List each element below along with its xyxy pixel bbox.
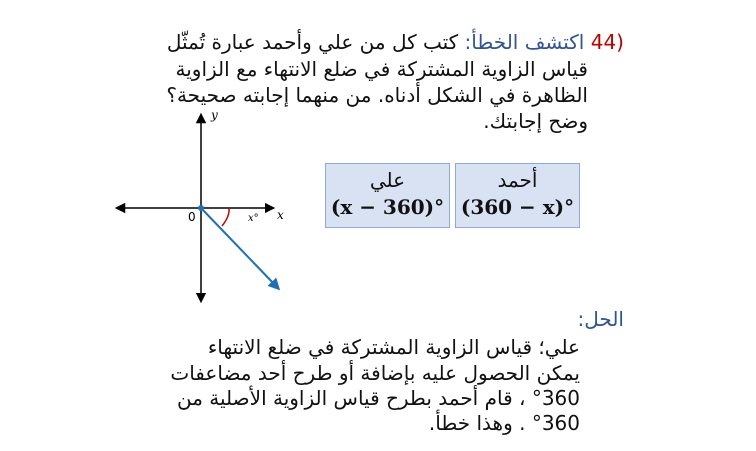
coordinate-graph — [110, 108, 300, 306]
question-line-3: الظاهرة في الشكل أدناه. من منهما إجابته صحيحة؟ — [166, 83, 588, 107]
answer-expr-ali: (x − 360)° — [330, 195, 445, 219]
angle-arc — [222, 208, 229, 226]
solution-line-3: °360 ، قام أحمد بطرح قياس الزاوية الأصلية من — [177, 386, 580, 410]
terminal-ray — [201, 208, 276, 286]
origin-point — [198, 205, 204, 211]
y-axis-label: y — [211, 108, 218, 122]
x-axis-label: x — [277, 208, 284, 222]
question-text-1: كتب كل من علي وأحمد عبارة تُمثّل — [166, 30, 459, 54]
answer-box-ahmad — [455, 163, 580, 228]
origin-label: 0 — [188, 210, 196, 224]
solution-line-1: علي؛ قياس الزاوية المشتركة في ضلع الانتهاء — [207, 335, 580, 359]
question-line-1 — [167, 30, 624, 54]
solution-line-4: °360 . وهذا خطأ. — [428, 411, 580, 435]
question-line-4: وضح إجابتك. — [483, 109, 588, 133]
solution-heading: الحل: — [577, 307, 624, 331]
question-line-2: قياس الزاوية المشتركة في ضلع الانتهاء مع الزاوية — [175, 57, 588, 81]
answer-name-ali: علي — [369, 168, 406, 192]
solution-line-2: يمكن الحصول عليه بإضافة أو طرح أحد مضاعفات — [170, 361, 580, 385]
answer-box-ali — [325, 163, 450, 228]
answer-expr-ahmad: (360 − x)° — [460, 195, 575, 219]
question-number: 44) — [590, 30, 624, 54]
question-heading: اكتشف الخطأ: — [464, 30, 585, 54]
angle-label: x° — [248, 213, 259, 224]
answer-name-ahmad: أحمد — [497, 168, 538, 192]
